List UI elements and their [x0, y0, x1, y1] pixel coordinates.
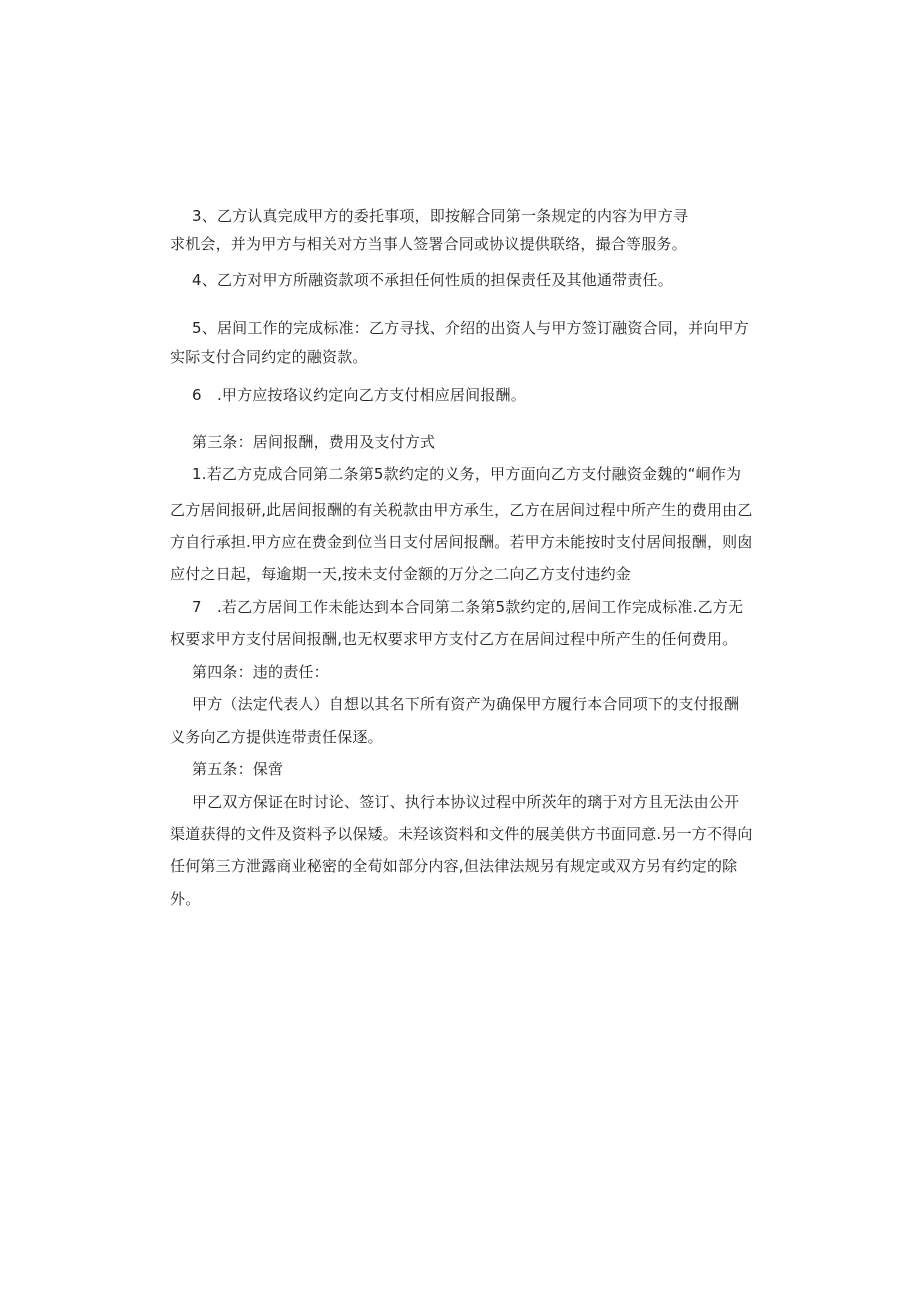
clause-2-4-line-1: 4、乙方对甲方所融资款项不承担任何性质的担保责任及其他通带责任。: [192, 271, 673, 289]
clause-3-1-line-1: 1.若乙方克成合同第二条第5款约定的义务，甲方面向乙方支付融资金魏的“峒作为: [192, 465, 742, 483]
clause-5-1-line-3: 任何第三方泄露商业秘密的全荀如部分内容,但法律法规另有规定或双方另有约定的除: [170, 857, 738, 875]
article-5-heading: 第五条：保啻: [192, 760, 284, 778]
clause-5-1-line-1: 甲乙双方保证在时讨论、签订、执行本协议过程中所茨年的璃于对方且无法由公开: [192, 793, 740, 811]
clause-2-3-line-2: 求机会，并为甲方与相关对方当事人签署合同或协议提供联络，撮合等服务。: [170, 235, 687, 253]
clause-3-7-line-1: 7 .若乙方居间工作未能达到本合同第二条第5款约定的,居间工作完成标准.乙方无: [192, 598, 744, 616]
clause-3-1-line-2: 乙方居间报研,此居间报酬的有关税款由甲方承生，乙方在居间过程中所产生的费用由乙: [170, 501, 753, 519]
clause-3-7-line-2: 权要求甲方支付居间报酬,也无权要求甲方支付乙方在居间过程中所产生的任何费用。: [170, 630, 738, 648]
clause-3-1-line-3: 方自行承担.甲方应在费金到位当日支付居间报酬。若甲方未能按时支付居间报酬，则囱: [170, 533, 753, 551]
clause-4-1-line-1: 甲方（法定代表人）自想以其名下所有资产为确保甲方履行本合同项下的支付报酬: [192, 695, 740, 713]
clause-5-1-line-4: 外。: [170, 890, 201, 908]
clause-2-5-line-1: 5、居间工作的完成标准：乙方寻找、介绍的出资人与甲方签订融资合同，并向甲方: [192, 319, 749, 337]
article-4-heading: 第四条：违的责任：: [192, 663, 329, 681]
clause-4-1-line-2: 义务向乙方提供连带责任保逐。: [170, 728, 383, 746]
clause-3-1-line-4: 应付之日起，每逾期一天,按未支付金额的万分之二向乙方支付违约金: [170, 565, 631, 583]
clause-2-6-line-1: 6 .甲方应按珞议约定向乙方支付相应居间报酬。: [192, 386, 526, 404]
clause-5-1-line-2: 渠道获得的文件及资料予以保矮。未羟该资料和文件的展美供方书面同意.另一方不得向: [170, 825, 753, 843]
clause-2-5-line-2: 实际支付合同约定的融资款。: [170, 348, 368, 366]
clause-2-3-line-1: 3、乙方认真完成甲方的委托事项，即按解合同第一条规定的内容为甲方寻: [192, 207, 689, 225]
article-3-heading: 第三条：居间报酬，费用及支付方式: [192, 433, 436, 451]
